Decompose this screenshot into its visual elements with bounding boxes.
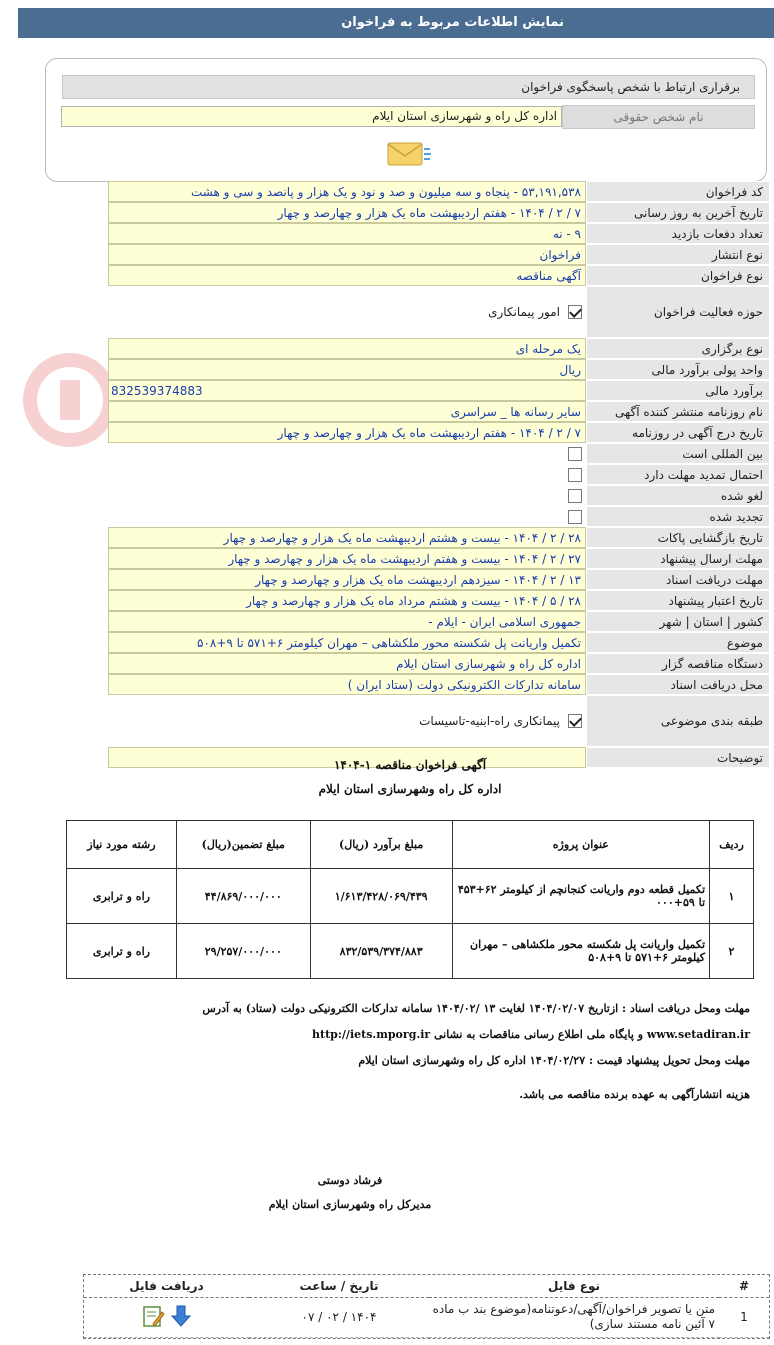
files-header-cell: دریافت فایل [84,1275,249,1297]
row-extension: احتمال تمدید مهلت دارد [108,464,770,485]
page-header: نمایش اطلاعات مربوط به فراخوان [18,8,774,38]
row-validity-date: تاریخ اعتبار پیشنهاد ۲۸ / ۵ / ۱۴۰۴ - بیست و هشتم مرداد ماه یک هزار و چهارصد و چهار [108,590,770,611]
tender-ad-image [60,752,760,1262]
contact-title: برقراری ارتباط با شخص پاسخگوی فراخوان [62,75,755,99]
row-category: طبقه بندی موضوعی پیمانکاری راه-ابنیه-تاسیسات [108,695,770,747]
ad-header-cell: رشته مورد نیاز [67,821,177,869]
row-activity: حوزه فعالیت فراخوان امور پیمانکاری [108,286,770,338]
ad-table [66,820,754,979]
files-table [83,1274,770,1339]
ad-header-cell: مبلغ تضمین(ریال) [176,821,310,869]
ad-signer: فرشاد دوستی [317,1174,383,1187]
row-docs-place: محل دریافت اسناد سامانه تدارکات الکترونیکی دولت (ستاد ایران ) [108,674,770,695]
legal-person-label: نام شخص حقوقی [562,105,755,129]
row-cancelled: لغو شده [108,485,770,506]
row-newspaper-date: تاریخ درج آگهی در روزنامه ۷ / ۲ / ۱۴۰۴ - هفتم اردیبهشت ماه یک هزار و چهارصد و چهار [108,422,770,443]
ad-table-row: ۱ تکمیل قطعه دوم واریانت کنجانچم از کیلومتر ۶۲+۴۵۳ تا ۵۹+۰۰۰ ۱/۶۱۳/۴۲۸/۰۶۹/۴۳۹ ۴۴/۸۶۹/۰۰۰/۰۰۰ راه و ترابری [67,869,754,924]
ad-paragraph: مهلت ومحل دریافت اسناد : ازتاریخ ۱۴۰۴/۰۲/۰۷ لغایت ۱۳ /۱۴۰۴/۰۲ سامانه تدارکات الکترونیکی دولت (ستاد) به آدرس [202,1002,750,1015]
ad-subtitle: اداره کل راه وشهرسازی استان ایلام [318,782,502,796]
row-location: کشور | استان | شهر جمهوری اسلامی ایران - ایلام - [108,611,770,632]
row-docs-deadline: مهلت دریافت اسناد ۱۳ / ۲ / ۱۴۰۴ - سیزدهم اردیبهشت ماه یک هزار و چهارصد و چهار [108,569,770,590]
ad-table-row: ۲ تکمیل واریانت پل شکسته محور ملکشاهی – مهران کیلومتر ۶+۵۷۱ تا ۹+۵۰۸ ۸۳۲/۵۳۹/۳۷۴/۸۸۳ ۲۹/۲۵۷/۰۰۰/۰۰۰ راه و ترابری [67,924,754,979]
row-subject: موضوع تکمیل واریانت پل شکسته محور ملکشاهی – مهران کیلومتر ۶+۵۷۱ تا ۹+۵۰۸ [108,632,770,653]
row-organizer: دستگاه مناقصه گزار اداره کل راه و شهرسازی استان ایلام [108,653,770,674]
legal-person-value: اداره کل راه و شهرسازی استان ایلام [61,106,562,127]
edit-document-icon[interactable] [141,1304,165,1328]
row-last-update: تاریخ آخرین به روز رسانی ۷ / ۲ / ۱۴۰۴ - هفتم اردیبهشت ماه یک هزار و چهارصد و چهار [108,202,770,223]
contact-box [45,58,767,182]
ad-header-cell: عنوان پروژه [452,821,709,869]
extension-checkbox[interactable] [568,468,582,482]
ad-header-cell: ردیف [710,821,754,869]
ad-paragraph: www.setadiran.ir و پایگاه ملی اطلاع رسانی مناقصات به نشانی http://iets.mporg.ir [312,1028,750,1041]
row-publish-type: نوع انتشار فراخوان [108,244,770,265]
row-call-type: نوع فراخوان آگهی مناقصه [108,265,770,286]
files-header-cell: # [719,1275,769,1297]
row-send-deadline: مهلت ارسال پیشنهاد ۲۷ / ۲ / ۱۴۰۴ - بیست و هفتم اردیبهشت ماه یک هزار و چهارصد و چهار [108,548,770,569]
renewed-checkbox[interactable] [568,510,582,524]
files-header-cell: نوع فایل [429,1275,719,1297]
row-renewed: تجدید شده [108,506,770,527]
row-estimate: برآورد مالی 832539374883 [108,380,770,401]
activity-checkbox[interactable] [568,305,582,319]
files-header-cell: تاریخ / ساعت [249,1275,429,1297]
row-description: توضیحات [108,747,770,768]
row-visits: تعداد دفعات بازدید ۹ - نه [108,223,770,244]
ad-signer-title: مدیرکل راه وشهرسازی استان ایلام [268,1198,432,1211]
row-international: بین المللی است [108,443,770,464]
details-table [108,181,770,768]
ad-title: آگهی فراخوان مناقصه ۱-۱۴۰۴ [333,758,487,772]
ad-header-cell: مبلغ برآورد (ریال) [310,821,452,869]
row-opening-date: تاریخ بازگشایی پاکات ۲۸ / ۲ / ۱۴۰۴ - بیست و هشتم اردیبهشت ماه یک هزار و چهارصد و چهار [108,527,770,548]
mail-icon[interactable] [386,139,432,169]
ad-paragraph: مهلت ومحل تحویل پیشنهاد قیمت : ۱۴۰۴/۰۲/۲۷ اداره کل راه وشهرسازی استان ایلام [358,1054,750,1067]
cancelled-checkbox[interactable] [568,489,582,503]
file-row: 1 متن یا تصویر فراخوان/آگهی/دعوتنامه(موضوع بند ب ماده ۷ آئین نامه مستند سازی) ۱۴۰۴ / ۰۲ / ۰۷ [84,1297,769,1337]
ad-paragraph: هزینه انتشارآگهی به عهده برنده مناقصه می باشد. [519,1088,750,1101]
download-arrow-icon[interactable] [169,1304,193,1328]
row-newspaper: نام روزنامه منتشر کننده آگهی سایر رسانه ها _ سراسری [108,401,770,422]
international-checkbox[interactable] [568,447,582,461]
category-checkbox[interactable] [568,714,582,728]
row-holding-type: نوع برگزاری یک مرحله ای [108,338,770,359]
row-code: کد فراخوان ۵۳,۱۹۱,۵۳۸ - پنجاه و سه میلیون و صد و نود و یک هزار و پانصد و سی و هشت [108,181,770,202]
row-currency: واحد پولی برآورد مالی ریال [108,359,770,380]
